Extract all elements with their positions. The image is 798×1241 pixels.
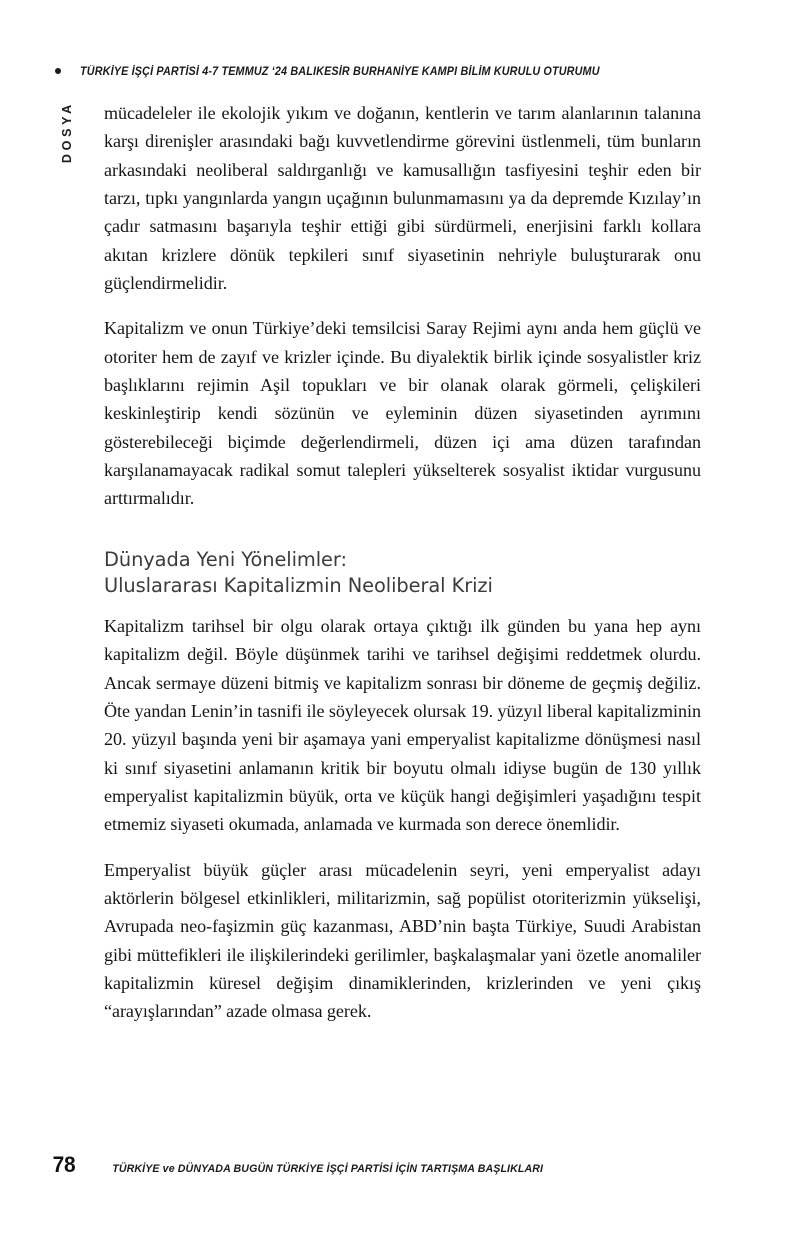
section-heading [104, 547, 701, 600]
side-tab-label: DOSYA [60, 101, 74, 164]
running-footer [52, 1152, 752, 1180]
side-tab-dosya [0, 88, 96, 180]
body-paragraph-2: Kapitalizm ve onun Türkiye’deki temsilcisi Saray Rejimi aynı anda hem güçlü ve otoriter hem de zayıf ve krizler içinde. Bu diyalektik birlik içinde sosyalistler kriz başlıklarını rejimin Aşil topukları ve bir olanak olarak görmeli, çelişkileri keskinleştirip kendi sözünün ve eyleminin düzen siyasetinden ayrımını gösterebileceği biçimde değerlendirmeli, düzen içi ama düzen tarafından karşılanamayacak radikal somut talepleri yükselterek sosyalist iktidar vurgusunu arttırmalıdır. [104, 318, 701, 509]
section-heading-line-1: Dünyada Yeni Yönelimler: [104, 547, 347, 571]
body-paragraph-1: mücadeleler ile ekolojik yıkım ve doğanın, kentlerin ve tarım alanlarının talanına karşı direnişler arasındaki bağı kuvvetlendirme görevini üstlenmeli, tüm bunların arkasındaki neoliberal saldırganlığı ve kamusallığın tasfiyesini teşhir eden bir tarzı, tıpkı yangınlarda yangın uçağının bulunmamasını ya da depremde Kızılay’ın çadır satmasını başarıyla teşhir ettiği gibi sürdürmeli, enerjisini farklı kollara akıtan krizlere dönük tepkileri sınıf siyasetinin nehriyle buluşturarak onu güçlendirmelidir. [104, 103, 701, 294]
page-number: 78 [52, 1152, 76, 1177]
running-header [52, 60, 752, 82]
running-header-title: TÜRKİYE İŞÇİ PARTİSİ 4-7 TEMMUZ ‘24 BALIKESİR BURHANİYE KAMPI BİLİM KURULU OTURUMU [80, 64, 600, 78]
body-text-column [104, 99, 701, 1026]
body-paragraph-4: Emperyalist büyük güçler arası mücadelenin seyri, yeni emperyalist adayı aktörlerin bölgesel etkinlikleri, militarizmin, sağ popülist otoriterizmin yükselişi, Avrupada neo-faşizmin güç kazanması, ABD’nin başta Türkiye, Suudi Arabistan gibi müttefikleri ile ilişkilerindeki gerilimler, başkalaşmalar yani özetle anomaliler kapitalizmin küresel değişim dinamiklerinden, krizlerinden ve yeni çıkış “arayışlarından” azade olmasa gerek. [104, 859, 701, 1022]
side-tab-rotator [56, 0, 78, 164]
body-paragraph-3: Kapitalizm tarihsel bir olgu olarak ortaya çıktığı ilk günden bu yana hep aynı kapitalizm değil. Böyle düşünmek tarihi ve tarihsel değişimi reddetmek olurdu. Ancak sermaye düzeni bitmiş ve kapitalizm sonrası bir döneme de geçmiş değiliz. Öte yandan Lenin’in tasnifi ile söyleyecek olursak 19. yüzyıl liberal kapitalizminin 20. yüzyıl başında yeni bir aşamaya yani emperyalist kapitalizme dönüşmesi nasıl ki sınıf siyasetini anlamanın kritik bir boyutu olmalı idiyse bugün de 130 yıllık emperyalist kapitalizmin büyük, orta ve küçük hangi değişimleri yaşadığını tespit etmemiz siyaseti okumada, anlamada ve kurmada son derece önemlidir. [104, 615, 701, 835]
running-footer-title: TÜRKİYE ve DÜNYADA BUGÜN TÜRKİYE İŞÇİ PARTİSİ İÇİN TARTIŞMA BAŞLIKLARI [112, 1163, 544, 1175]
section-heading-line-2: Uluslararası Kapitalizmin Neoliberal Krizi [104, 574, 493, 598]
